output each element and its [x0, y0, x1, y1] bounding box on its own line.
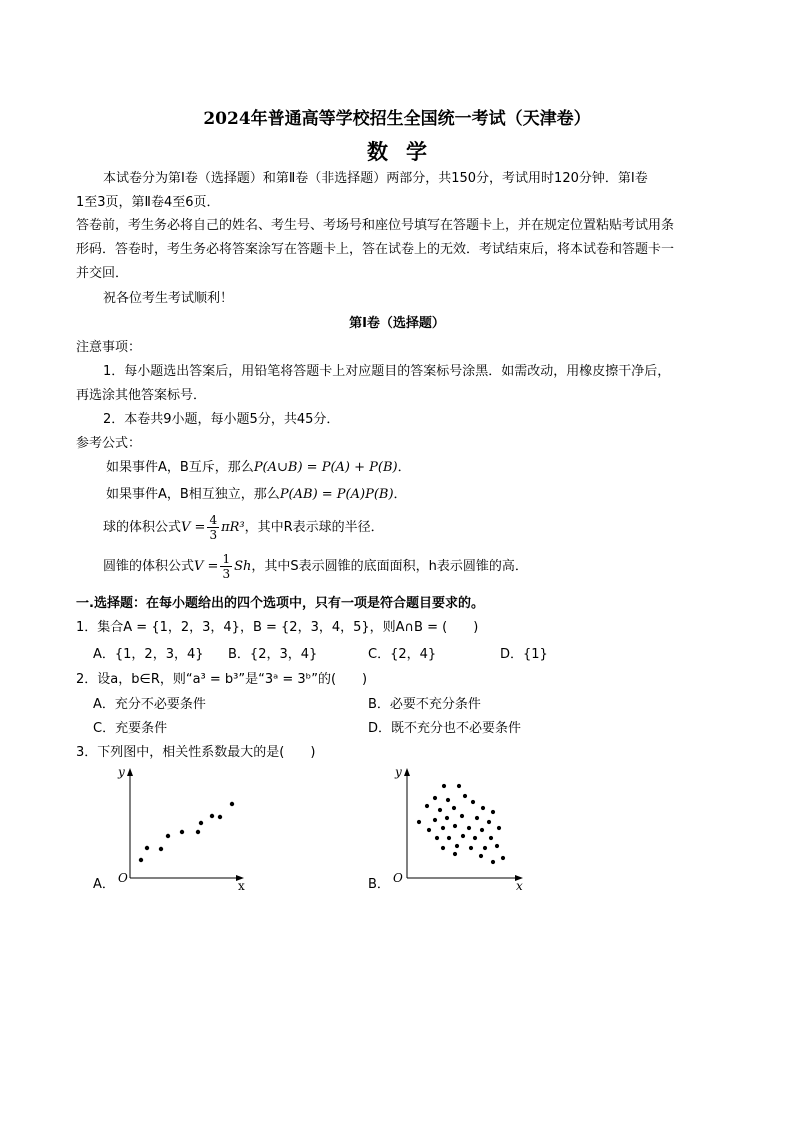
formula-4-text: 圆锥的体积公式 [103, 559, 195, 574]
plot-b-point [446, 798, 450, 802]
subject-title: 数学 [367, 139, 445, 164]
q1-option-d: D．{1} [500, 647, 548, 662]
plot-a-point [166, 834, 170, 838]
notice-1a: 1．每小题选出答案后，用铅笔将答题卡上对应题目的答案标号涂黑．如需改动，用橡皮擦干净后， [103, 364, 671, 379]
plot-b-point [460, 814, 464, 818]
scatter-plot-a [110, 762, 260, 892]
plot-b-point [471, 800, 475, 804]
plot-a-point [139, 858, 143, 862]
plot-b-point [475, 816, 479, 820]
plot-b-point [463, 794, 467, 798]
q2-option-d: D．既不充分也不必要条件 [368, 721, 522, 736]
q1-stem: 1．集合A = {1，2，3，4}，B = {2，3，4，5}，则A∩B = ( ) [76, 620, 479, 635]
part1-heading: 第Ⅰ卷（选择题） [349, 316, 445, 331]
plot-b-point [447, 836, 451, 840]
q2-stem: 2．设a，b∈R，则“a³ = b³”是“3ᵃ = 3ᵇ”的( ) [76, 672, 368, 687]
plot-b-point [481, 806, 485, 810]
plot-b-point [453, 824, 457, 828]
plot-a-origin: O [118, 871, 128, 885]
plot-b-point [435, 836, 439, 840]
formula-3 [103, 511, 384, 545]
plot-b-point [433, 796, 437, 800]
formula-2-text: 如果事件A，B相互独立，那么 [106, 487, 280, 502]
plot-b-point [457, 784, 461, 788]
plot-b-point [469, 846, 473, 850]
plot-b-point [467, 826, 471, 830]
plot-b-point [479, 854, 483, 858]
plot-b-point [455, 844, 459, 848]
formula-4-tail: Sh [234, 559, 252, 574]
formula-3-lhs: V = [181, 520, 206, 535]
plot-a-point [180, 830, 184, 834]
plot-b-y-label: y [395, 765, 402, 779]
plot-a-y-label: y [118, 765, 125, 779]
plot-b-point [445, 816, 449, 820]
section-heading: 一.选择题：在每小题给出的四个选项中，只有一项是符合题目要求的。 [76, 596, 484, 611]
plot-b-point [495, 844, 499, 848]
exam-title: 2024年普通高等学校招生全国统一考试（天津卷） [203, 109, 591, 129]
plot-b-point [483, 846, 487, 850]
q2-option-a: A．充分不必要条件 [93, 697, 206, 712]
notice-label: 注意事项： [76, 340, 142, 355]
q1-option-a: A．{1，2，3，4} [93, 647, 204, 662]
formula-4-lhs: V = [194, 559, 219, 574]
formula-1-expr: P(A∪B) = P(A) + P(B) [253, 460, 398, 475]
formula-2-expr: P(AB) = P(A)P(B) [279, 487, 394, 502]
plot-b-point [417, 820, 421, 824]
q3-option-b-label: B． [368, 877, 390, 892]
plot-b-point [442, 784, 446, 788]
plot-b-point [480, 828, 484, 832]
plot-b-point [453, 852, 457, 856]
plot-b-point [473, 836, 477, 840]
formula-3-tail: πR³ [221, 520, 245, 535]
formula-3-text: 球的体积公式 [103, 520, 182, 535]
q1-option-b: B．{2，3，4} [228, 647, 318, 662]
plot-b-y-arrow [404, 768, 410, 776]
intro-line-4: 形码．答卷时，考生务必将答案涂写在答题卡上，答在试卷上的无效．考试结束后，将本试卷和答题卡一 [76, 242, 675, 257]
plot-b-point [487, 820, 491, 824]
scatter-plot-b [385, 762, 535, 892]
formula-label: 参考公式： [76, 436, 142, 451]
intro-line-3: 答卷前，考生务必将自己的姓名、考生号、考场号和座位号填写在答题卡上，并在规定位置粘贴考试用条 [76, 218, 675, 233]
plot-b-point [452, 806, 456, 810]
formula-1: 如果事件A，B互斥，那么P(A∪B) = P(A) + P(B)． [106, 460, 411, 475]
plot-b-point [441, 826, 445, 830]
plot-b-point [489, 836, 493, 840]
plot-a-point [196, 830, 200, 834]
plot-b-point [491, 810, 495, 814]
formula-1-text: 如果事件A，B互斥，那么 [106, 460, 254, 475]
plot-b-point [425, 804, 429, 808]
formula-3-after: ，其中R表示球的半径． [244, 520, 384, 535]
plot-b-point [497, 826, 501, 830]
formula-4-den: 3 [222, 567, 231, 581]
intro-line-1: 本试卷分为第Ⅰ卷（选择题）和第Ⅱ卷（非选择题）两部分，共150分，考试用时120分钟．第Ⅰ卷 [103, 171, 648, 186]
plot-b-point [433, 818, 437, 822]
formula-4 [103, 550, 528, 584]
plot-b-point [438, 808, 442, 812]
plot-a-point [145, 846, 149, 850]
plot-a-point [159, 847, 163, 851]
formula-4-num: 1 [222, 552, 231, 566]
plot-a-point [199, 821, 203, 825]
plot-a-y-arrow [127, 768, 133, 776]
formula-3-den: 3 [209, 528, 218, 542]
plot-b-point [461, 834, 465, 838]
formula-3-fraction [207, 513, 219, 542]
plot-b-point [491, 860, 495, 864]
formula-4-fraction [220, 552, 232, 581]
formula-3-num: 4 [209, 513, 218, 527]
formula-4-after: ，其中S表示圆锥的底面面积，h表示圆锥的高． [251, 559, 528, 574]
plot-b-point [441, 846, 445, 850]
q2-option-b: B．必要不充分条件 [368, 697, 481, 712]
plot-a-point [218, 815, 222, 819]
notice-2: 2．本卷共9小题，每小题5分，共45分． [103, 412, 340, 427]
intro-line-5: 并交回． [76, 266, 129, 281]
q2-option-c: C．充要条件 [93, 721, 168, 736]
q3-stem: 3．下列图中，相关性系数最大的是( ) [76, 745, 316, 760]
wish-line: 祝各位考生考试顺利！ [103, 291, 234, 306]
formula-2: 如果事件A，B相互独立，那么P(AB) = P(A)P(B)． [106, 487, 407, 502]
plot-b-origin: O [393, 871, 403, 885]
notice-1b: 再选涂其他答案标号． [76, 388, 207, 403]
plot-a-point [230, 802, 234, 806]
plot-a-x-label: x [238, 879, 245, 892]
plot-b-x-label: x [516, 879, 523, 892]
plot-a-point [210, 814, 214, 818]
plot-b-point [501, 856, 505, 860]
plot-b-point [427, 828, 431, 832]
q1-option-c: C．{2，4} [368, 647, 437, 662]
intro-line-2: 1至3页，第Ⅱ卷4至6页． [76, 195, 220, 210]
q3-option-a-label: A． [93, 877, 115, 892]
